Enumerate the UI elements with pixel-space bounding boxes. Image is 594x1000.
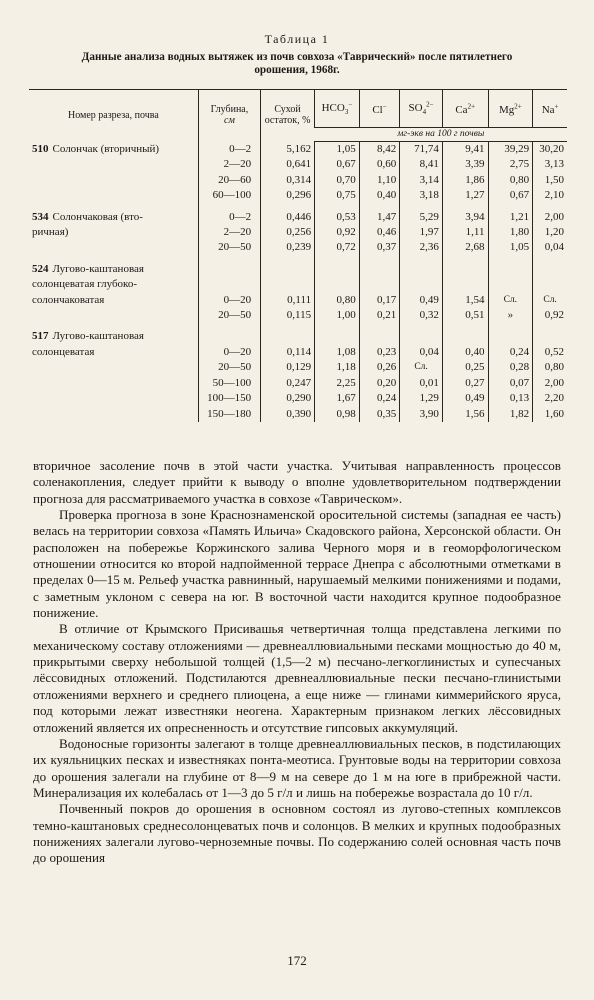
na-cell: 2,10 — [533, 188, 567, 203]
cl-cell: 0,35 — [359, 407, 400, 422]
so4-cell: 3,18 — [400, 188, 443, 203]
paragraph: вторичное засоление почв в этой части участка. Учитывая направленность процессов соленакопления, следует прийти к выводу о вполне удовлетворительном подтверждении прогноза для рассматриваемого участка в совхозе «Таврическом». — [33, 458, 561, 506]
header-section: Номер разреза, почва — [29, 90, 198, 142]
so4-cell: 0,04 — [400, 345, 443, 360]
soil-name: солончаковатая — [32, 293, 105, 306]
mg-cell: 1,21 — [488, 210, 533, 225]
so4-cell: 1,97 — [400, 225, 443, 240]
depth-cell: 2—20 — [198, 225, 260, 240]
table-title: Данные анализа водных вытяжек из почв совхоза «Таврический» после пятилетнего орошения, 1968г. — [81, 51, 513, 76]
na-cell — [533, 329, 567, 344]
hco3-cell: 0,53 — [315, 210, 360, 225]
na-cell: Сл. — [533, 293, 567, 308]
ca-cell: 3,94 — [442, 210, 488, 225]
hco3-cell: 1,05 — [315, 142, 360, 158]
soil-name: солонцеватая глубоко- — [32, 278, 138, 291]
hco3-cell: 1,08 — [315, 345, 360, 360]
ca-cell: 3,39 — [442, 157, 488, 172]
dry-cell: 5,162 — [261, 142, 315, 158]
section-number: 534 — [32, 210, 49, 223]
soil-name-cell — [29, 376, 198, 391]
soil-name-cell — [29, 210, 198, 225]
dry-cell: 0,314 — [261, 173, 315, 188]
mg-cell: 1,05 — [488, 240, 533, 255]
so4-cell: 1,29 — [400, 391, 443, 406]
soil-name-cell — [29, 142, 198, 158]
hco3-cell: 1,67 — [315, 391, 360, 406]
hco3-cell — [315, 329, 360, 344]
cl-cell: 0,20 — [359, 376, 400, 391]
depth-cell — [198, 329, 260, 344]
so4-cell: 71,74 — [400, 142, 443, 158]
header-units: мг-экв на 100 г почвы — [315, 128, 567, 142]
analysis-table — [29, 89, 567, 422]
table-row — [29, 225, 567, 240]
dry-cell: 0,129 — [261, 360, 315, 375]
mg-cell — [488, 277, 533, 292]
ca-cell: 1,54 — [442, 293, 488, 308]
cl-cell: 8,42 — [359, 142, 400, 158]
paragraph: Водоносные горизонты залегают в толще древнеаллювиальных песков, в подстилающих их куяльницких песках и известняках понта-меотиса. Грунтовые воды на территории совхоза до орошения залегали на глубине от 8—9 м на севере до 1 м на юге в прибрежной части. Минерализация их колебалась от 1—3 до 5 г/л и лишь на побережье возрастала до 10 г/л. — [33, 735, 561, 800]
ca-cell: 1,27 — [442, 188, 488, 203]
hco3-cell: 0,67 — [315, 157, 360, 172]
depth-cell: 60—100 — [198, 188, 260, 203]
table-row — [29, 240, 567, 255]
ca-cell: 0,51 — [442, 308, 488, 323]
mg-cell: » — [488, 308, 533, 323]
dry-cell: 0,115 — [261, 308, 315, 323]
ca-cell — [442, 277, 488, 292]
depth-cell: 2—20 — [198, 157, 260, 172]
mg-cell — [488, 329, 533, 344]
table-row — [29, 157, 567, 172]
na-cell: 0,04 — [533, 240, 567, 255]
so4-cell: 8,41 — [400, 157, 443, 172]
ca-cell: 0,27 — [442, 376, 488, 391]
mg-cell: Сл. — [488, 293, 533, 308]
soil-name-cell — [29, 391, 198, 406]
hco3-cell: 2,25 — [315, 376, 360, 391]
soil-name-cell — [29, 262, 198, 277]
cl-cell: 1,10 — [359, 173, 400, 188]
na-cell — [533, 262, 567, 277]
table-row — [29, 142, 567, 158]
cl-cell: 1,47 — [359, 210, 400, 225]
header-hco3: $HCO_3^-$ — [315, 90, 360, 128]
hco3-cell: 0,72 — [315, 240, 360, 255]
ca-cell — [442, 329, 488, 344]
na-cell: 1,60 — [533, 407, 567, 422]
mg-cell: 0,28 — [488, 360, 533, 375]
hco3-cell: 0,80 — [315, 293, 360, 308]
na-cell: 30,20 — [533, 142, 567, 158]
na-cell — [533, 277, 567, 292]
table-row — [29, 210, 567, 225]
dry-cell — [261, 262, 315, 277]
table-row — [29, 407, 567, 422]
soil-name: солонцеватая — [32, 345, 95, 358]
mg-cell: 39,29 — [488, 142, 533, 158]
table-row — [29, 329, 567, 344]
mg-cell: 0,13 — [488, 391, 533, 406]
ca-cell: 9,41 — [442, 142, 488, 158]
depth-cell: 150—180 — [198, 407, 260, 422]
section-number: 510 — [32, 142, 49, 155]
cl-cell: 0,46 — [359, 225, 400, 240]
ca-cell: 1,56 — [442, 407, 488, 422]
table-row — [29, 345, 567, 360]
soil-name-cell — [29, 173, 198, 188]
cl-cell: 0,21 — [359, 308, 400, 323]
dry-cell: 0,114 — [261, 345, 315, 360]
hco3-cell: 0,98 — [315, 407, 360, 422]
depth-cell: 0—2 — [198, 210, 260, 225]
ca-cell: 1,11 — [442, 225, 488, 240]
so4-cell: 3,14 — [400, 173, 443, 188]
ca-cell: 1,86 — [442, 173, 488, 188]
hco3-cell: 1,18 — [315, 360, 360, 375]
depth-cell: 50—100 — [198, 376, 260, 391]
so4-cell: 0,49 — [400, 293, 443, 308]
cl-cell: 0,40 — [359, 188, 400, 203]
mg-cell — [488, 262, 533, 277]
depth-cell — [198, 262, 260, 277]
cl-cell — [359, 277, 400, 292]
depth-cell: 20—50 — [198, 240, 260, 255]
soil-name-cell — [29, 308, 198, 323]
header-dry-residue: Сухой остаток, % — [261, 90, 315, 142]
table-row — [29, 391, 567, 406]
soil-name-cell — [29, 293, 198, 308]
soil-name: Лугово-каштановая — [52, 330, 144, 343]
dry-cell: 0,239 — [261, 240, 315, 255]
mg-cell: 1,80 — [488, 225, 533, 240]
paragraph: В отличие от Крымского Присивашья четвертичная толща представлена легкими по механическому составу отложениями — древнеаллювиальными песками мощностью до 40 м, прикрытыми сверху небольшой толщей (1,5—2 м) песчано-легкоглинистых и супесчаных лёссовидных отложений. Подстилаются древнеаллювиальные пески песчано-глинистыми отложениями верхнего и среднего плиоцена, а еще ниже — глинами киммерийского яруса, под которыми лежат известняки неогена. Характерным признаком легких лёссовидных отложений является их опресненность и отсутствие гипсовых аккумуляций. — [33, 621, 561, 735]
ca-cell — [442, 262, 488, 277]
soil-name: Солончаковая (вто- — [52, 210, 143, 223]
soil-name: Солончак (вторичный) — [52, 142, 160, 155]
mg-cell: 2,75 — [488, 157, 533, 172]
na-cell: 0,92 — [533, 308, 567, 323]
paragraph: Проверка прогноза в зоне Краснознаменской оросительной системы (западная ее часть) велась на территории совхоза «Память Ильича» Скадовского района, Херсонской области. Он расположен на побережье Коржинского залива Черного моря и в геоморфологическом отношении относится ко второй надпойменной террасе Днепра с абсолютными отметками в пределах 0—15 м. Рельеф участка равнинный, нарушаемый мелкими понижениями и подами, с заметным уклоном с севера на юг. В восточной части находится крупное подообразное понижение. — [33, 507, 561, 621]
depth-cell: 100—150 — [198, 391, 260, 406]
soil-name-cell — [29, 360, 198, 375]
header-na: Na+ — [533, 90, 567, 128]
hco3-cell: 0,75 — [315, 188, 360, 203]
mg-cell: 0,24 — [488, 345, 533, 360]
soil-name-cell — [29, 345, 198, 360]
header-cl: Cl− — [359, 90, 400, 128]
table-row — [29, 173, 567, 188]
table-row — [29, 262, 567, 277]
mg-cell: 0,07 — [488, 376, 533, 391]
na-cell: 0,80 — [533, 360, 567, 375]
dry-cell: 0,290 — [261, 391, 315, 406]
table-row — [29, 308, 567, 323]
hco3-cell: 0,92 — [315, 225, 360, 240]
ca-cell: 0,40 — [442, 345, 488, 360]
header-depth: Глубина, см — [198, 90, 260, 142]
table-row — [29, 360, 567, 375]
table-row — [29, 277, 567, 292]
na-cell: 2,00 — [533, 376, 567, 391]
cl-cell: 0,60 — [359, 157, 400, 172]
so4-cell: Сл. — [400, 360, 443, 375]
header-mg: $Mg^{2+}$ — [488, 90, 533, 128]
cl-cell: 0,26 — [359, 360, 400, 375]
header-so4: $SO_4^{2-}$ — [400, 90, 443, 128]
na-cell: 1,20 — [533, 225, 567, 240]
dry-cell: 0,256 — [261, 225, 315, 240]
table-row — [29, 188, 567, 203]
so4-cell — [400, 262, 443, 277]
depth-cell: 20—60 — [198, 173, 260, 188]
dry-cell: 0,446 — [261, 210, 315, 225]
paragraph: Почвенный покров до орошения в основном состоял из лугово-степных комплексов темно-каштановых среднесолонцеватых почв и солонцов. В мелких и крупных подообразных понижениях залегали лугово-черноземные почвы. По содержанию солей основная часть почв до орошения — [33, 801, 561, 866]
cl-cell: 0,37 — [359, 240, 400, 255]
soil-name-cell — [29, 277, 198, 292]
dry-cell: 0,111 — [261, 293, 315, 308]
soil-name-cell — [29, 329, 198, 344]
dry-cell: 0,641 — [261, 157, 315, 172]
so4-cell: 3,90 — [400, 407, 443, 422]
table-row — [29, 376, 567, 391]
so4-cell: 0,32 — [400, 308, 443, 323]
dry-cell — [261, 277, 315, 292]
dry-cell: 0,296 — [261, 188, 315, 203]
depth-cell: 20—50 — [198, 308, 260, 323]
na-cell: 3,13 — [533, 157, 567, 172]
mg-cell: 0,67 — [488, 188, 533, 203]
so4-cell — [400, 329, 443, 344]
ca-cell: 0,49 — [442, 391, 488, 406]
dry-cell: 0,390 — [261, 407, 315, 422]
dry-cell — [261, 329, 315, 344]
header-depth-unit: см — [224, 114, 235, 126]
hco3-cell — [315, 277, 360, 292]
ca-cell: 0,25 — [442, 360, 488, 375]
header-ca: $Ca^{2+}$ — [442, 90, 488, 128]
depth-cell: 0—20 — [198, 345, 260, 360]
depth-cell — [198, 277, 260, 292]
soil-name-cell — [29, 225, 198, 240]
so4-cell: 2,36 — [400, 240, 443, 255]
so4-cell — [400, 277, 443, 292]
cl-cell — [359, 329, 400, 344]
na-cell: 0,52 — [533, 345, 567, 360]
na-cell: 2,20 — [533, 391, 567, 406]
hco3-cell — [315, 262, 360, 277]
soil-name-cell — [29, 157, 198, 172]
cl-cell: 0,17 — [359, 293, 400, 308]
soil-name: ричная) — [32, 226, 69, 239]
soil-name-cell — [29, 240, 198, 255]
depth-cell: 20—50 — [198, 360, 260, 375]
mg-cell: 1,82 — [488, 407, 533, 422]
na-cell: 1,50 — [533, 173, 567, 188]
cl-cell: 0,24 — [359, 391, 400, 406]
section-number: 524 — [32, 262, 49, 275]
depth-cell: 0—2 — [198, 142, 260, 158]
hco3-cell: 0,70 — [315, 173, 360, 188]
cl-cell: 0,23 — [359, 345, 400, 360]
dry-cell: 0,247 — [261, 376, 315, 391]
soil-name-cell — [29, 188, 198, 203]
ca-cell: 2,68 — [442, 240, 488, 255]
table-row — [29, 293, 567, 308]
hco3-cell: 1,00 — [315, 308, 360, 323]
depth-cell: 0—20 — [198, 293, 260, 308]
so4-cell: 5,29 — [400, 210, 443, 225]
so4-cell: 0,01 — [400, 376, 443, 391]
soil-name-cell — [29, 407, 198, 422]
mg-cell: 0,80 — [488, 173, 533, 188]
page-number: 172 — [287, 953, 307, 968]
table-label: Таблица 1 — [264, 32, 330, 46]
cl-cell — [359, 262, 400, 277]
na-cell: 2,00 — [533, 210, 567, 225]
table-body — [29, 142, 567, 422]
soil-name: Лугово-каштановая — [52, 262, 144, 275]
body-text — [33, 458, 561, 867]
section-number: 517 — [32, 330, 49, 343]
